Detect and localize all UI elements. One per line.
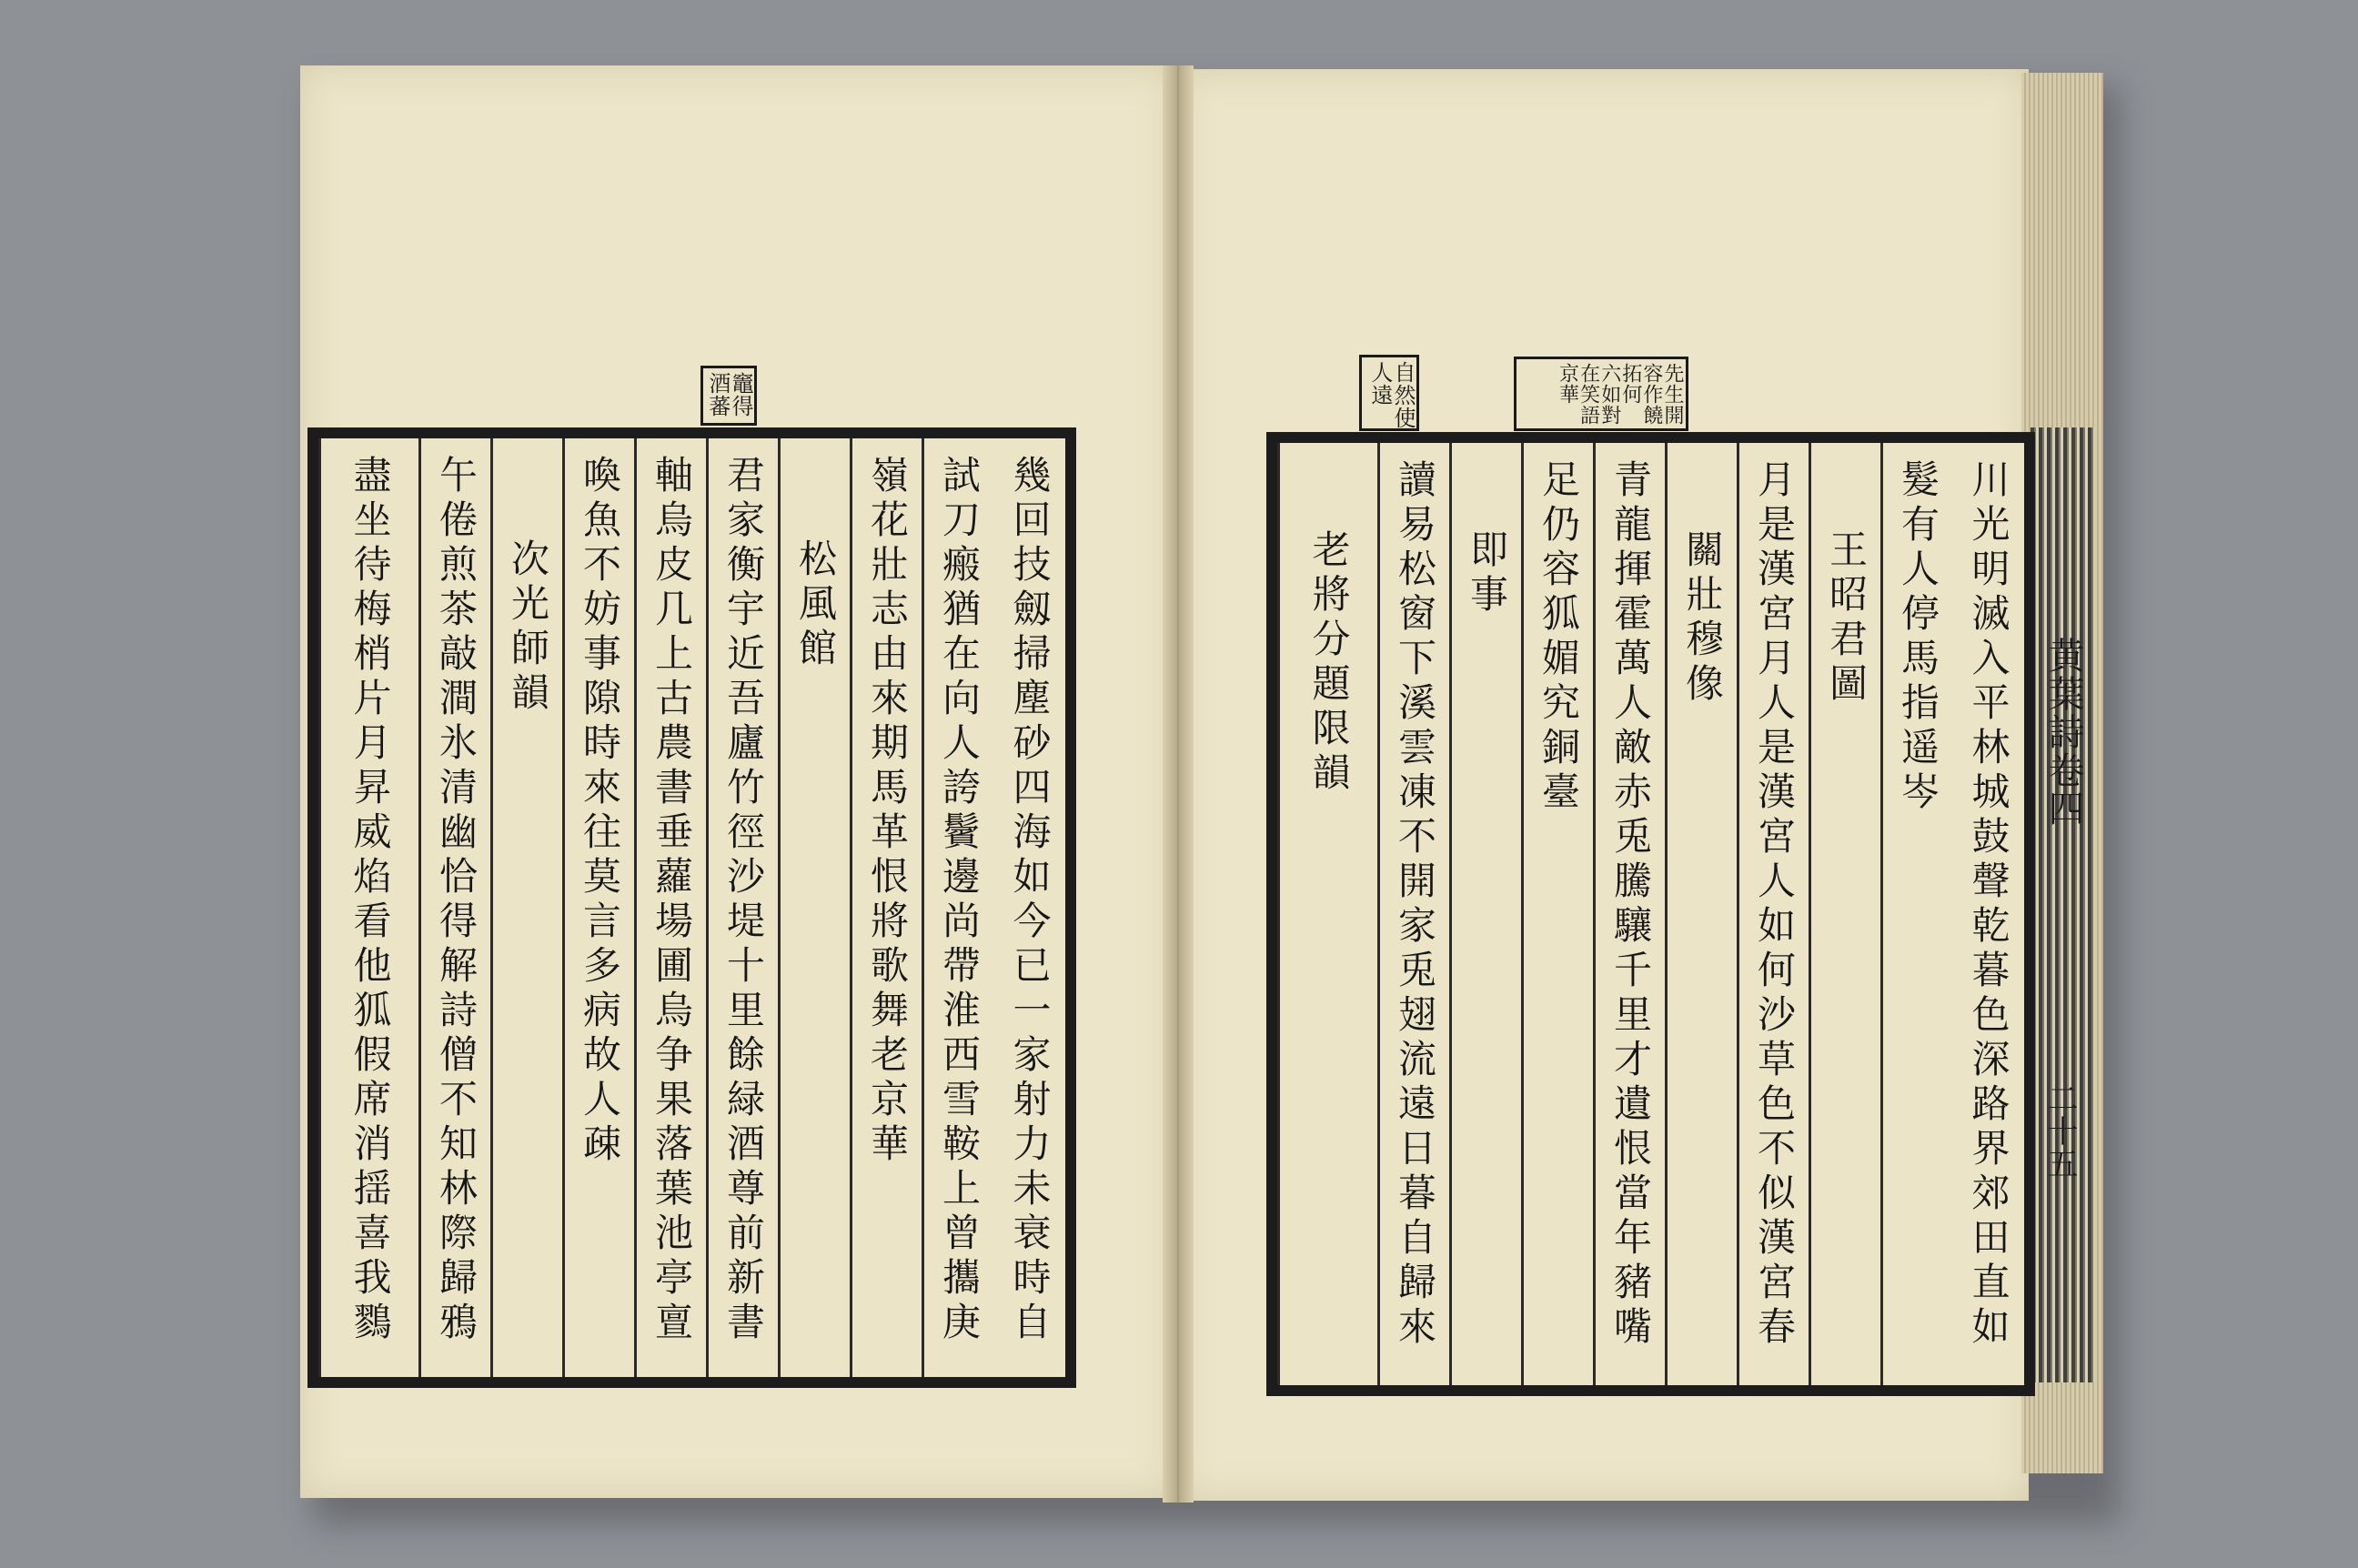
text-column: 月是漢宮月人是漢宮人如何沙草色不似漢宮春 xyxy=(1737,443,1809,1385)
book-gutter xyxy=(1163,65,1194,1503)
text-column: 王昭君圖 xyxy=(1809,443,1880,1385)
text-column: 青龍揮霍萬人敵赤兎騰驤千里才遺恨當年豬嘴 xyxy=(1593,443,1665,1385)
text-column: 足仍容狐媚究銅臺 xyxy=(1521,443,1593,1385)
text-column: 次光師韻 xyxy=(490,438,562,1377)
text-column: 盡坐待梅梢片月昇威焰看他狐假席消揺喜我鷚 xyxy=(318,438,418,1377)
page-edges-ink xyxy=(2030,427,2094,1382)
text-column: 即事 xyxy=(1449,443,1521,1385)
text-column: 川光明滅入平林城鼓聲乾暮色深路界郊田直如 xyxy=(1966,459,2011,1351)
text-column: 試刀瘢猶在向人誇鬢邊尚帶淮西雪鞍上曾攜庚 xyxy=(922,438,993,1377)
text-column: 松風館 xyxy=(778,438,850,1377)
text-column: 軸烏皮几上古農書垂蘿場圃烏争果落葉池亭亶 xyxy=(634,438,706,1377)
text-column: 午倦煎茶敲澗氷清幽恰得解詩僧不知林際歸鴉 xyxy=(418,438,490,1377)
right-side-title: 黄葉詩卷四 xyxy=(2042,637,2084,828)
text-column: 喚魚不妨事隙時來往莫言多病故人疎 xyxy=(562,438,634,1377)
text-column: 幾回技劔掃塵砂四海如今已一家射力未衰時自 xyxy=(1007,455,1053,1346)
text-column: 關壯穆像 xyxy=(1665,443,1737,1385)
right-page-number: 二十五 xyxy=(2041,1082,2078,1181)
text-column: 老將分題限韻 xyxy=(1277,443,1377,1385)
right-margin-note-2: 先生開 容作饒 拓何 六如對 在笑語 京華 xyxy=(1514,357,1688,431)
text-column: 髮有人停馬指遥岑 xyxy=(1880,443,1952,1385)
left-text-frame xyxy=(307,427,1076,1388)
left-margin-note: 竈得 酒蕃 xyxy=(700,366,757,426)
text-column: 讀易松窗下溪雲凍不開家兎翅流遠日暮自歸來 xyxy=(1377,443,1449,1385)
right-margin-note-1: 自然使 人遠 xyxy=(1359,355,1419,431)
text-column: 嶺花壯志由來期馬革恨將歌舞老京華 xyxy=(850,438,922,1377)
right-text-frame xyxy=(1266,432,2035,1396)
text-column: 君家衡宇近吾廬竹徑沙堤十里餘緑酒尊前新書 xyxy=(706,438,778,1377)
